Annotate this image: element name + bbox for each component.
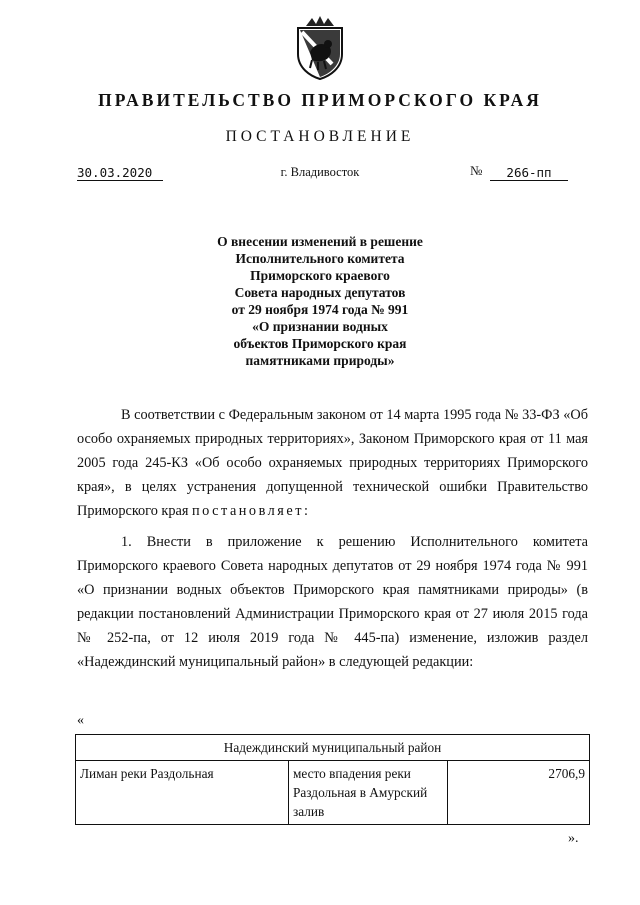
object-name: Лиман реки Раздольная: [76, 761, 289, 825]
subject-line: объектов Приморского края: [233, 336, 407, 351]
subject-line: Исполнительного комитета: [235, 251, 405, 266]
closing-quote: ».: [568, 831, 579, 846]
paragraph-item-1: 1. Внести в приложение к решению Исполнительного комитета Приморского краевого Совета народных депутатов от 29 ноября 1974 года № 991 «О признании водных объектов Приморского края памятниками природы» (в редакции постановлений Администрации Приморского края от 27 июля 2015 года № 252-па, от 12 июля 2019 года № 445-па) изменение, изложив раздел «Надеждинский муниципальный район» в следующей редакции:: [77, 534, 588, 670]
subject-line: «О признании водных: [252, 319, 388, 334]
opening-quote: «: [77, 713, 84, 728]
subject-line: О внесении изменений в решение: [217, 234, 423, 249]
monuments-table: [75, 734, 590, 825]
resolves-keyword: постановляет:: [192, 503, 311, 519]
object-location: место впадения реки Раздольная в Амурский залив: [289, 761, 448, 825]
document-number: 266-пп: [490, 165, 568, 181]
document-subject: [150, 233, 490, 369]
coat-of-arms-emblem: [292, 14, 348, 80]
government-title: ПРАВИТЕЛЬСТВО ПРИМОРСКОГО КРАЯ: [98, 90, 542, 110]
table-row: [76, 761, 590, 825]
document-city: г. Владивосток: [280, 165, 360, 179]
preamble-text: В соответствии с Федеральным законом от 14 марта 1995 года № 33-ФЗ «Об особо охраняемых природных территориях», Законом Приморского края от 11 мая 2005 года 245-КЗ «Об особо охраняемых природных территориях Приморского края», в целях устранения допущенной технической ошибки Правительство Приморского края: [77, 407, 588, 519]
document-date: 30.03.2020: [77, 165, 163, 181]
table-header-row: [76, 735, 590, 761]
subject-line: Совета народных депутатов: [234, 285, 406, 300]
subject-line: от 29 ноября 1974 года № 991: [231, 302, 409, 317]
paragraph-preamble: [77, 403, 588, 523]
object-area: 2706,9: [448, 761, 590, 825]
subject-line: Приморского краевого: [250, 268, 390, 283]
number-label: №: [470, 163, 483, 178]
district-header: Надеждинский муниципальный район: [76, 735, 590, 761]
document-type: ПОСТАНОВЛЕНИЕ: [225, 128, 415, 145]
subject-line: памятниками природы»: [245, 353, 395, 368]
